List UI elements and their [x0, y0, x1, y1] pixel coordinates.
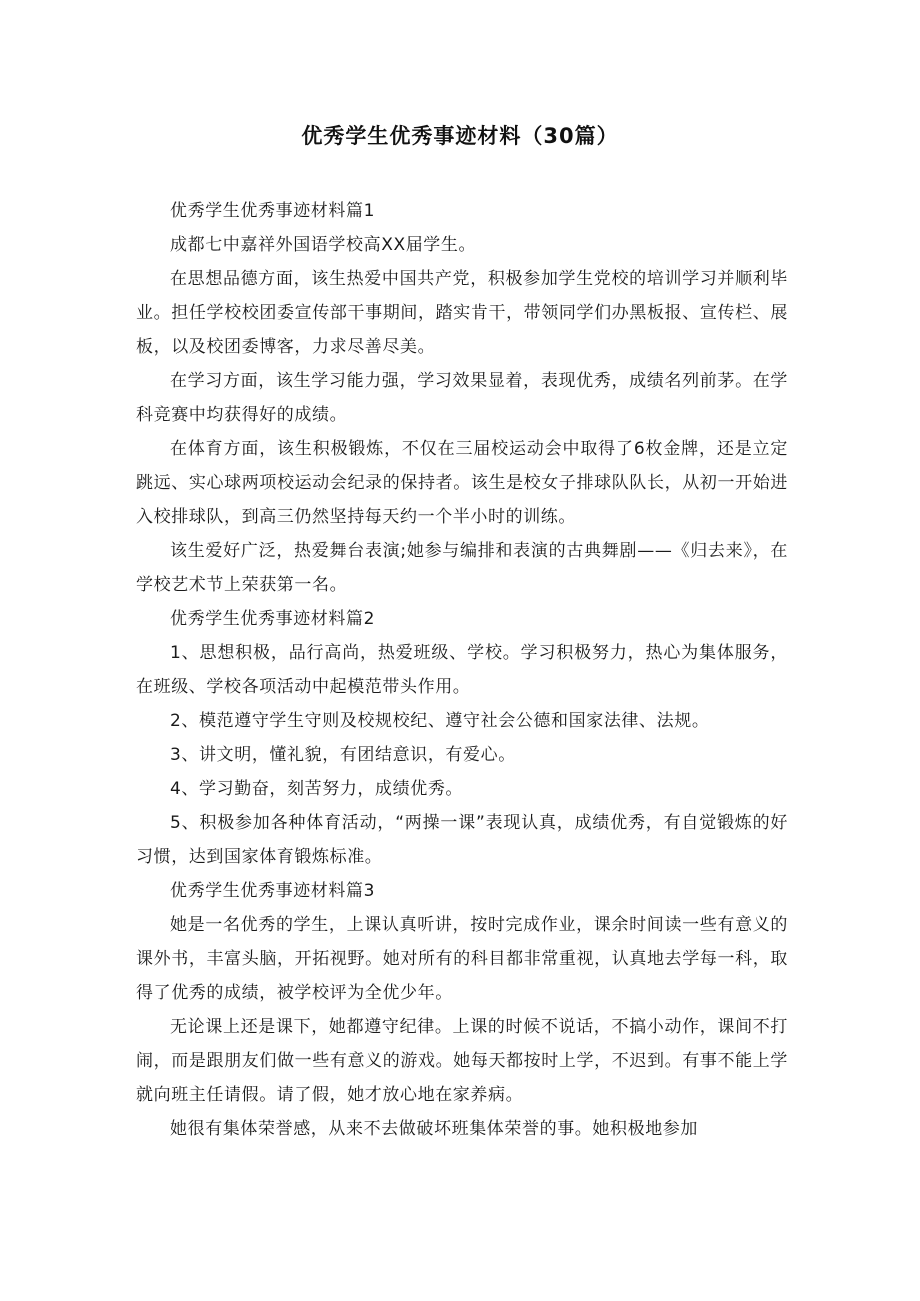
- paragraph: 成都七中嘉祥外国语学校高XX届学生。: [170, 235, 477, 255]
- paragraph: 无论课上还是课下，她都遵守纪律。上课的时候不说话，不搞小动作，课间不打闹，而是跟朋友们做一些有意义的游戏。她每天都按时上学，不迟到。有事不能上学就向班主任请假。请了假，她才放心地在家养病。: [136, 1017, 788, 1105]
- section-heading: 优秀学生优秀事迹材料篇1: [170, 201, 376, 221]
- paragraph: 她是一名优秀的学生，上课认真听讲，按时完成作业，课余时间读一些有意义的课外书，丰富头脑，开拓视野。她对所有的科目都非常重视，认真地去学每一科，取得了优秀的成绩，被学校评为全优少年。: [136, 915, 788, 1003]
- list-item: 1、思想积极，品行高尚，热爱班级、学校。学习积极努力，热心为集体服务，在班级、学校各项活动中起模范带头作用。: [136, 643, 788, 697]
- list-item: 5、积极参加各种体育活动，“两操一课”表现认真，成绩优秀，有自觉锻炼的好习惯，达到国家体育锻炼标准。: [136, 813, 788, 867]
- document-body: [136, 194, 788, 1146]
- paragraph: 在思想品德方面，该生热爱中国共产党，积极参加学生党校的培训学习并顺利毕业。担任学校校团委宣传部干事期间，踏实肯干，带领同学们办黑板报、宣传栏、展板，以及校团委博客，力求尽善尽美。: [136, 269, 788, 357]
- list-item: 2、模范遵守学生守则及校规校纪、遵守社会公德和国家法律、法规。: [170, 711, 710, 731]
- section-heading: 优秀学生优秀事迹材料篇2: [170, 609, 376, 629]
- paragraph: 在学习方面，该生学习能力强，学习效果显着，表现优秀，成绩名列前茅。在学科竞赛中均获得好的成绩。: [136, 371, 788, 425]
- paragraph: 她很有集体荣誉感，从来不去做破坏班集体荣誉的事。她积极地参加: [170, 1119, 698, 1139]
- paragraph: 该生爱好广泛，热爱舞台表演;她参与编排和表演的古典舞剧——《归去来》，在学校艺术节上荣获第一名。: [136, 541, 788, 595]
- list-item: 3、讲文明，懂礼貌，有团结意识，有爱心。: [170, 745, 516, 765]
- list-item: 4、学习勤奋，刻苦努力，成绩优秀。: [170, 779, 464, 799]
- document-title: 优秀学生优秀事迹材料（30篇）: [301, 124, 619, 148]
- section-heading: 优秀学生优秀事迹材料篇3: [170, 881, 376, 901]
- paragraph: 在体育方面，该生积极锻炼，不仅在三届校运动会中取得了6枚金牌，还是立定跳远、实心球两项校运动会纪录的保持者。该生是校女子排球队队长，从初一开始进入校排球队，到高三仍然坚持每天约一个半小时的训练。: [136, 439, 788, 527]
